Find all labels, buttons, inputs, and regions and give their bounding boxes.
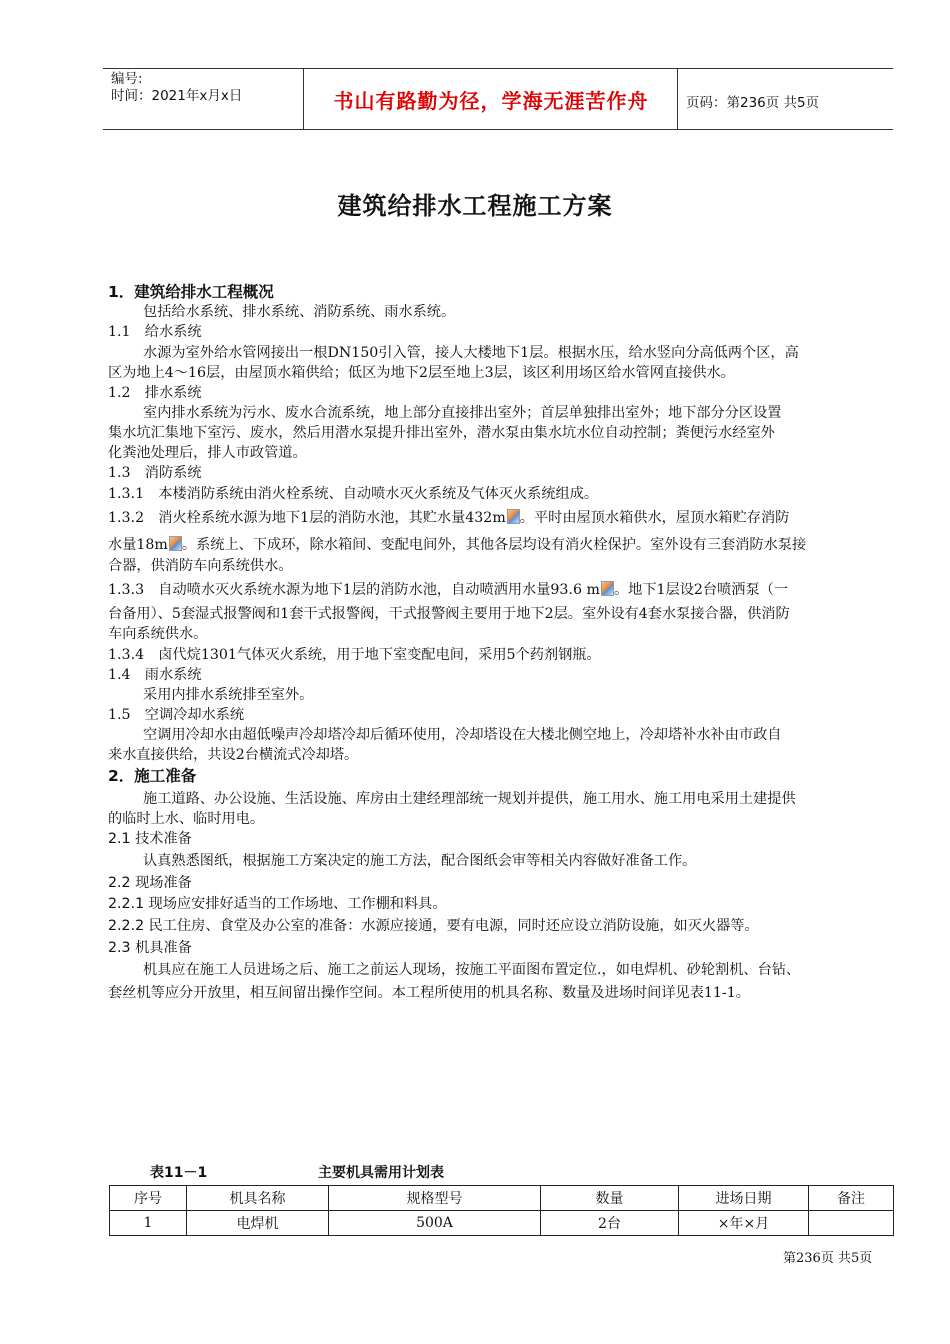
table-row bbox=[110, 1211, 894, 1236]
paragraph-line: 2.2.2 民工住房、食堂及办公室的准备：水源应接通，要有电源，同时还应设立消防设施，如灭火器等。 bbox=[108, 918, 759, 934]
unit-superscript-image bbox=[601, 581, 614, 596]
table-cell bbox=[809, 1211, 894, 1236]
subsection-heading: 1.5 空调冷却水系统 bbox=[108, 707, 245, 723]
subsection-heading: 2.2 现场准备 bbox=[108, 875, 192, 891]
table-cell: 1 bbox=[110, 1211, 187, 1236]
subsection-heading: 1.2 排水系统 bbox=[108, 385, 202, 401]
table-cell: ×年×月 bbox=[679, 1211, 809, 1236]
paragraph-line bbox=[108, 580, 788, 600]
unit-superscript-image bbox=[169, 536, 182, 551]
text-segment: 。地下1层设2台喷洒泵（一 bbox=[613, 582, 789, 598]
paragraph-line: 化粪池处理后，排人市政管道。 bbox=[108, 445, 307, 461]
table-title: 主要机具需用计划表 bbox=[318, 1165, 444, 1181]
header-divider bbox=[677, 69, 678, 129]
header-meta bbox=[111, 71, 242, 105]
subsection-heading: 1.3 消防系统 bbox=[108, 465, 202, 481]
paragraph-line: 区为地上4～16层，由屋顶水箱供给；低区为地下2层至地上3层，该区利用场区给水管网直接供水。 bbox=[108, 365, 735, 381]
equipment-table bbox=[109, 1185, 894, 1236]
paragraph-line: 2.2.1 现场应安排好适当的工作场地、工作棚和料具。 bbox=[108, 896, 447, 912]
paragraph-line: 合器，供消防车向系统供水。 bbox=[108, 558, 293, 574]
column-header: 序号 bbox=[110, 1186, 187, 1211]
paragraph-line: 台备用）、5套湿式报警阀和1套干式报警阀，干式报警阀主要用于地下2层。室外设有4套水泵接合器，供消防 bbox=[108, 606, 790, 622]
table-cell: 电焊机 bbox=[187, 1211, 329, 1236]
paragraph-line: 空调用冷却水由超低噪声冷却塔冷却后循环使用，冷却塔设在大楼北侧空地上，冷却塔补水补由市政自 bbox=[143, 727, 782, 743]
paragraph-line: 包括给水系统、排水系统、消防系统、雨水系统。 bbox=[143, 304, 456, 320]
paragraph-line: 认真熟悉图纸，根据施工方案决定的施工方法，配合图纸会审等相关内容做好准备工作。 bbox=[143, 853, 697, 869]
header-motto: 书山有路勤为径，学海无涯苦作舟 bbox=[333, 88, 649, 113]
table-cell: 500A bbox=[329, 1211, 541, 1236]
column-header: 进场日期 bbox=[679, 1186, 809, 1211]
paragraph-line: 机具应在施工人员进场之后、施工之前运人现场，按施工平面图布置定位.，如电焊机、砂轮割机、台钻、 bbox=[143, 962, 801, 978]
column-header: 规格型号 bbox=[329, 1186, 541, 1211]
time-label: 时间：2021年x月x日 bbox=[111, 88, 243, 104]
paragraph-line: 集水坑汇集地下室污、废水，然后用潜水泵提升排出室外，潜水泵由集水坑水位自动控制；粪便污水经室外 bbox=[108, 425, 775, 441]
header-page-info: 页码：第236页 共5页 bbox=[686, 95, 820, 111]
column-header: 数量 bbox=[541, 1186, 679, 1211]
table-cell: 2台 bbox=[541, 1211, 679, 1236]
text-segment: 1.3.2 消火栓系统水源为地下1层的消防水池，其贮水量432m bbox=[108, 510, 506, 526]
paragraph-line bbox=[108, 535, 806, 555]
paragraph-line: 1.3.4 卤代烷1301气体灭火系统，用于地下室变配电间，采用5个药剂钢瓶。 bbox=[108, 647, 601, 663]
paragraph-line: 套丝机等应分开放里，相互间留出操作空间。本工程所使用的机具名称、数量及进场时间详见表11-1。 bbox=[108, 985, 750, 1001]
text-segment: 。系统上、下成环，除水箱间、变配电间外，其他各层均设有消火栓保护。室外设有三套消防水泵接 bbox=[181, 537, 807, 553]
text-segment: 1.3.3 自动喷水灭火系统水源为地下1层的消防水池，自动喷洒用水量93.6 m bbox=[108, 582, 600, 598]
paragraph-line: 室内排水系统为污水、废水合流系统，地上部分直接排出室外；首层单独排出室外；地下部分分区设置 bbox=[143, 405, 782, 421]
unit-superscript-image bbox=[507, 509, 520, 524]
page-footer: 第236页 共5页 bbox=[783, 1251, 873, 1266]
page-header bbox=[103, 68, 893, 130]
subsection-heading: 2.3 机具准备 bbox=[108, 940, 192, 956]
paragraph-line: 的临时上水、临时用电。 bbox=[108, 811, 265, 827]
paragraph-line: 来水直接供给，共设2台横流式冷却塔。 bbox=[108, 747, 359, 763]
subsection-heading: 2.1 技术准备 bbox=[108, 831, 192, 847]
section-heading: 1．建筑给排水工程概况 bbox=[108, 283, 274, 301]
paragraph-line bbox=[108, 508, 789, 528]
table-header-row bbox=[110, 1186, 894, 1211]
paragraph-line: 1.3.1 本楼消防系统由消火栓系统、自动喷水灭火系统及气体灭火系统组成。 bbox=[108, 486, 599, 502]
paragraph-line: 施工道路、办公设施、生活设施、库房由土建经理部统一规划并提供，施工用水、施工用电采用土建提供 bbox=[143, 791, 796, 807]
subsection-heading: 1.4 雨水系统 bbox=[108, 667, 202, 683]
paragraph-line: 采用内排水系统排至室外。 bbox=[143, 687, 314, 703]
section-heading: 2．施工准备 bbox=[108, 767, 197, 785]
text-segment: 。平时由屋顶水箱供水，屋顶水箱贮存消防 bbox=[519, 510, 790, 526]
document-title: 建筑给排水工程施工方案 bbox=[337, 192, 613, 220]
header-divider bbox=[303, 69, 304, 129]
column-header: 机具名称 bbox=[187, 1186, 329, 1211]
paragraph-line: 车向系统供水。 bbox=[108, 626, 208, 642]
text-segment: 水量18m bbox=[108, 537, 168, 553]
column-header: 备注 bbox=[809, 1186, 894, 1211]
paragraph-line: 水源为室外给水管网接出一根DN150引入管，接人大楼地下1层。根据水压，给水竖向分高低两个区，高 bbox=[143, 345, 799, 361]
table-number: 表11－1 bbox=[150, 1165, 208, 1181]
subsection-heading: 1.1 给水系统 bbox=[108, 324, 202, 340]
number-label: 编号: bbox=[111, 71, 143, 87]
